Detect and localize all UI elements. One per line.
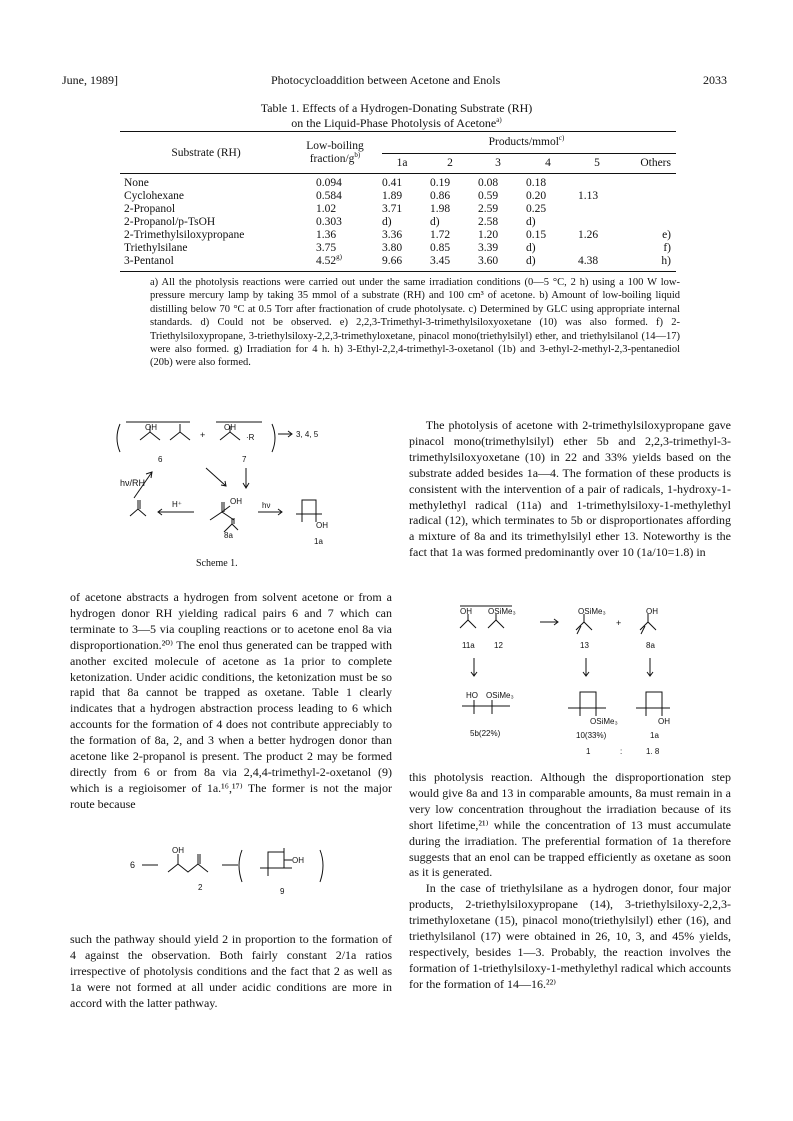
- svg-text:+: +: [616, 618, 622, 628]
- svg-text::: :: [620, 747, 623, 756]
- svg-text:OH: OH: [172, 846, 184, 855]
- svg-text:hν/RH: hν/RH: [120, 478, 146, 488]
- col-header-others: Others: [640, 157, 671, 169]
- left-column-text: [70, 590, 392, 813]
- right-column-text: [409, 418, 731, 561]
- col-header-products: Products/mmol$^{c)}$: [488, 134, 565, 148]
- svg-text:OH: OH: [145, 423, 157, 432]
- scheme-2: [120, 842, 350, 916]
- col-header-4: 4: [545, 157, 551, 169]
- scheme-3: [440, 604, 700, 764]
- svg-text:OSiMe₃: OSiMe₃: [578, 607, 606, 616]
- svg-text:OH: OH: [646, 607, 658, 616]
- right-column-text-2: [409, 770, 731, 993]
- table-row: 2-Propanol 1.02 3.71 1.98 2.59 0.25: [124, 203, 547, 215]
- table-row: 3-Pentanol 4.52$^{g)}$ 9.66 3.45 3.60 d) 4.38 h): [124, 253, 671, 267]
- table-1: [120, 132, 675, 268]
- label-8a: 8a: [224, 531, 233, 540]
- table-row: None 0.094 0.41 0.19 0.08 0.18: [124, 177, 547, 189]
- svg-text:OSiMe₃: OSiMe₃: [486, 691, 514, 700]
- right-para-1: The photolysis of acetone with 2-trimethylsiloxypropane gave pinacol mono(trimethylsilyl) ether 5b and 2,2,3-trimethyl-3-trimethylsiloxyoxetane (10) in 22 and 33% yields based on the substrate added besides 1a—4. The formation of these products is consistent with the intervention of a pair of radicals, 1-hydroxy-1-methylethyl radical (11a) and 1-trimethylsiloxy-1-methylethyl radical (12), which terminates to 5b or disproportionates affording a mixture of 8a and its trimethylsilyl ether 13. Noteworthy is the fact that 1a was formed predominantly over 10 (1a/10=1.8) in: [409, 418, 731, 560]
- label-1a: 1a: [314, 537, 323, 546]
- svg-text:OH: OH: [230, 497, 242, 506]
- label-5b: 5b(22%): [470, 729, 501, 738]
- left-column-text-2: [70, 932, 392, 1012]
- svg-text:OH: OH: [658, 717, 670, 726]
- svg-text:·R: ·R: [246, 433, 255, 442]
- svg-text:OH: OH: [292, 856, 304, 865]
- svg-text:OH: OH: [316, 521, 328, 530]
- header-date: June, 1989]: [62, 73, 118, 87]
- right-para-2: this photolysis reaction. Although the disproportionation step would give 8a and 13 in comparable amounts, 8a must remain in a very low concentration throughout the irradiation because of its short lifetime,²¹⁾ while the concentration of 13 must accumulate during the irradiation. The preferential formation of 1a therefore suggests that an enol can be trapped efficiently as oxetane as soon as it is generated.: [409, 770, 731, 880]
- col-header-1a: 1a: [396, 157, 408, 169]
- col-header-2: 2: [447, 157, 453, 169]
- table-row: 2-Propanol/p-TsOH 0.303 d) d) 2.58 d): [124, 216, 536, 228]
- label-1a: 1a: [650, 731, 659, 740]
- label-12: 12: [494, 641, 503, 650]
- svg-text:3, 4, 5: 3, 4, 5: [296, 430, 319, 439]
- table-row: Triethylsilane 3.75 3.80 0.85 3.39 d) f): [124, 242, 671, 254]
- label-13: 13: [580, 641, 589, 650]
- label-10: 10(33%): [576, 731, 607, 740]
- svg-text:H⁺: H⁺: [172, 500, 182, 509]
- page-number: 2033: [703, 73, 727, 87]
- label-11a: 11a: [462, 641, 475, 650]
- label-6: 6: [130, 860, 136, 870]
- table-caption-mark: a): [496, 116, 502, 124]
- table-caption: [120, 101, 673, 131]
- label-9: 9: [280, 887, 285, 896]
- col-header-substrate: Substrate (RH): [171, 146, 241, 159]
- svg-text:HO: HO: [466, 691, 478, 700]
- label-6: 6: [158, 455, 163, 464]
- table-caption-line2: on the Liquid-Phase Photolysis of Acetone: [291, 116, 497, 130]
- svg-text:OH: OH: [460, 607, 472, 616]
- left-para-2: such the pathway should yield 2 in proportion to the formation of 4 against the observation. Both fairly constant 2/1a ratios irrespective of photolysis conditions and the fact that 2 as well as 1a were not formed at all under acidic conditions are more in accord with the latter pathway.: [70, 932, 392, 1010]
- label-8a: 8a: [646, 641, 655, 650]
- svg-text:1: 1: [586, 747, 591, 756]
- table-rule-bottom: [120, 271, 676, 272]
- svg-text:OSiMe₃: OSiMe₃: [590, 717, 618, 726]
- table-row: 2-Trimethylsiloxypropane 1.36 3.36 1.72 1.20 0.15 1.26 e): [124, 229, 671, 241]
- svg-text:OSiMe₃: OSiMe₃: [488, 607, 516, 616]
- scheme-1: [112, 416, 362, 576]
- table-caption-line1: Table 1. Effects of a Hydrogen-Donating Substrate (RH): [260, 101, 533, 115]
- svg-text:OH: OH: [224, 423, 236, 432]
- left-para-1: of acetone abstracts a hydrogen from solvent acetone or from a hydrogen donor RH yielding radical pairs 6 and 7 which can terminate to 3—5 via coupling reactions or to acetone enol 8a via disproportionation.²⁰⁾ The enol thus generated can be trapped with another excited molecule of acetone as 1a prior to complete ketonization. Under acidic conditions, the ketonization must be so rapid that 8a cannot be trapped as oxetane. Table 1 clearly indicates that a hydrogen abstraction process leading to 6 which accounts for the formation of 4 does not contribute appreciably to the formation of 8a, 2, and 3 when a better hydrogen donor than acetone like 2-propanol is present. The product 2 may be formed directly from 6 or from 8a via 2,4,4-trimethyl-2-oxetanol (9) which is a regioisomer of 1a.¹⁶,¹⁷⁾ The former is not the major route because: [70, 590, 392, 811]
- table-footnotes: a) All the photolysis reactions were carried out under the same irradiation conditions (0—5 °C, 2 h) using a 100 W low-pressure mercury lamp by taking 35 mmol of a substrate (RH) and 100 cm³ of acetone. b) Amount of low-boiling liquid distilling below 70 °C at 0.5 Torr after fractionation of crude photolysate. c) Determined by GLC using appropriate internal standards. d) Could not be observed. e) 2,2,3-Trimethyl-3-trimethylsiloxyoxetane (10) was also formed. f) 2-Triethylsiloxypropane, 3-triethylsiloxy-2,2,3-trimethyloxetane, pinacol mono(triethylsilyl) ether, and triethylsilanol (14—17) were also formed. g) Irradiation for 4 h. h) 3-Ethyl-2,2,4-trimethyl-3-oxetanol (1b) and 3-ethyl-2-methyl-2,3-pentanediol (20b) were also formed.: [150, 277, 680, 369]
- svg-text:+: +: [200, 430, 206, 440]
- label-2: 2: [198, 883, 203, 892]
- col-header-3: 3: [495, 157, 501, 169]
- svg-text:1. 8: 1. 8: [646, 747, 660, 756]
- header-title: Photocycloaddition between Acetone and Enols: [271, 73, 501, 87]
- col-header-lowboil: Low-boiling fraction/$g^{b)}$: [306, 140, 364, 165]
- svg-text:hν: hν: [262, 501, 271, 510]
- table-row: Cyclohexane 0.584 1.89 0.86 0.59 0.20 1.13: [124, 190, 599, 202]
- right-para-3: In the case of triethylsilane as a hydrogen donor, four major products, 2-triethylsiloxypropane (14), 3-triethylsiloxy-2,2,3-trimethyloxetane (15), pinacol mono(triethylsilyl) ether (16), and triethylsilanol (17) were obtained in 26, 10, 3, and 45% yields, respectively, besides 1—3. Probably, the reaction involves the formation of 1-triethylsiloxy-1-methylethyl radical which accounts for the formation of 14—16.²²⁾: [409, 881, 731, 991]
- col-header-5: 5: [594, 157, 600, 169]
- label-7: 7: [242, 455, 247, 464]
- scheme-1-caption: Scheme 1.: [196, 558, 238, 569]
